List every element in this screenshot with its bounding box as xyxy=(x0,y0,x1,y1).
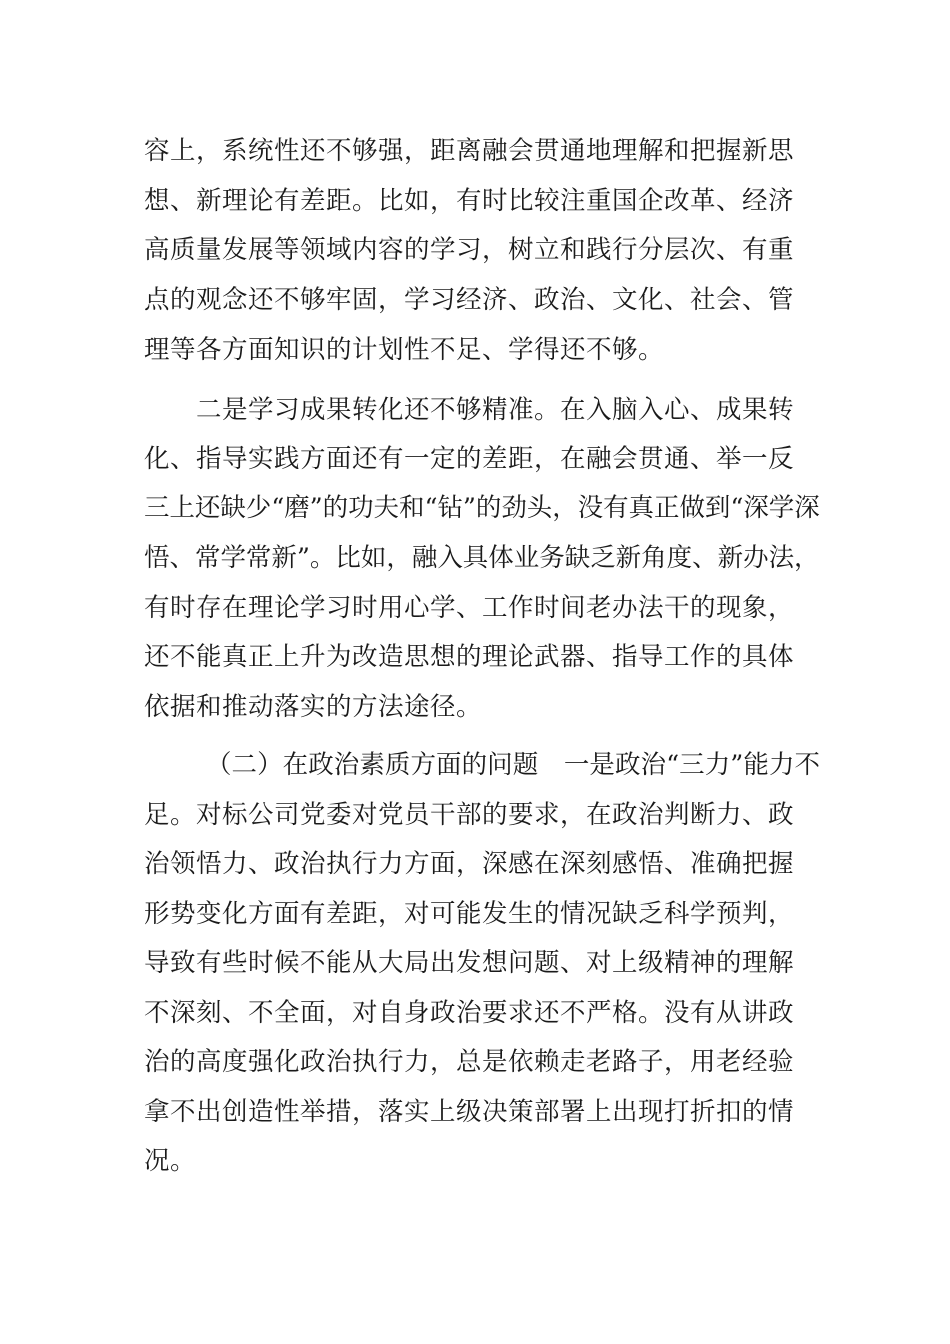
text-line-8: 三上还缺少“磨”的功夫和“钻”的劲头，没有真正做到“深学深 xyxy=(144,493,820,523)
text-line-1: 容上，系统性还不够强，距离融会贯通地理解和把握新思 xyxy=(144,136,795,166)
text-line-17: 导致有些时候不能从大局出发想问题、对上级精神的理解 xyxy=(144,948,795,978)
text-line-2: 想、新理论有差距。比如，有时比较注重国企改革、经济 xyxy=(144,186,795,216)
text-line-20: 拿不出创造性举措，落实上级决策部署上出现打折扣的情 xyxy=(144,1097,795,1127)
text-line-3: 高质量发展等领域内容的学习，树立和践行分层次、有重 xyxy=(144,235,795,265)
text-line-5: 理等各方面知识的计划性不足、学得还不够。 xyxy=(144,335,665,365)
text-line-9: 悟、常学常新”。比如，融入具体业务缺乏新角度、新办法， xyxy=(144,543,820,573)
text-line-7: 化、指导实践方面还有一定的差距，在融会贯通、举一反 xyxy=(144,444,795,474)
text-line-13: （二）在政治素质方面的问题 一是政治“三力”能力不 xyxy=(206,750,821,780)
text-line-11: 还不能真正上升为改造思想的理论武器、指导工作的具体 xyxy=(144,642,795,672)
text-line-18: 不深刻、不全面，对自身政治要求还不严格。没有从讲政 xyxy=(144,998,795,1028)
text-line-10: 有时存在理论学习时用心学、工作时间老办法干的现象， xyxy=(144,593,795,623)
text-line-4: 点的观念还不够牢固，学习经济、政治、文化、社会、管 xyxy=(144,285,795,315)
text-line-21: 况。 xyxy=(144,1146,197,1176)
text-line-15: 治领悟力、政治执行力方面，深感在深刻感悟、准确把握 xyxy=(144,849,795,879)
text-line-6: 二是学习成果转化还不够精准。在入脑入心、成果转 xyxy=(196,395,795,425)
text-line-19: 治的高度强化政治执行力，总是依赖走老路子，用老经验 xyxy=(144,1047,795,1077)
text-line-16: 形势变化方面有差距，对可能发生的情况缺乏科学预判， xyxy=(144,899,795,929)
text-line-12: 依据和推动落实的方法途径。 xyxy=(144,692,483,722)
text-line-14: 足。对标公司党委对党员干部的要求，在政治判断力、政 xyxy=(144,800,795,830)
